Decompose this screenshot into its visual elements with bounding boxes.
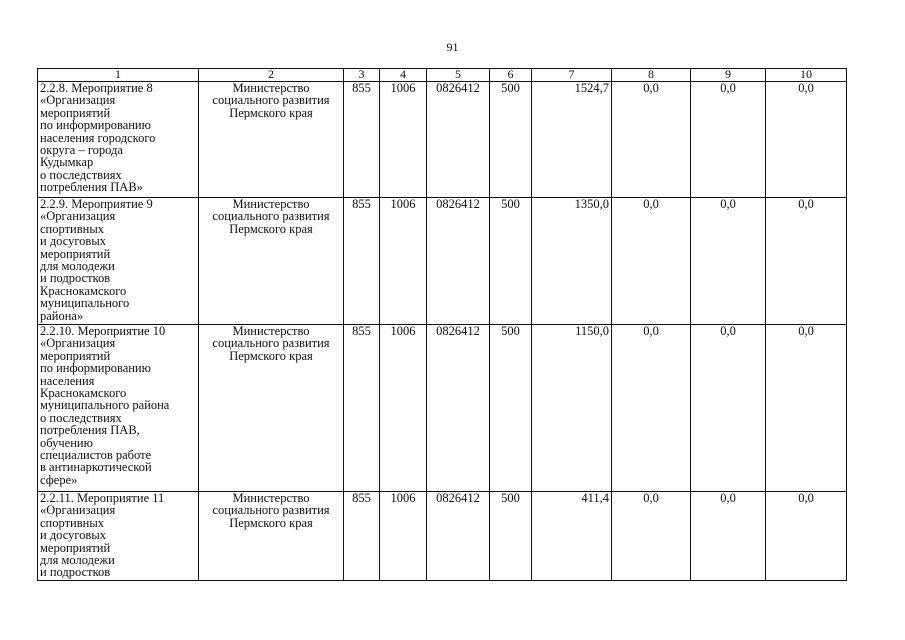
activity-name-line: 2.2.11. Мероприятие 11 — [40, 491, 165, 505]
ministry-cell — [199, 325, 344, 492]
amount-cell: 0,0 — [766, 325, 847, 492]
ministry-line: Министерство — [232, 197, 310, 211]
activity-name-line: мероприятий — [40, 105, 111, 120]
activity-name-cell — [38, 325, 199, 492]
amount-cell: 0,0 — [612, 198, 691, 325]
activity-name-line: населения городского — [40, 130, 156, 145]
activity-name-line: о последствиях — [40, 167, 122, 182]
ministry-cell — [199, 82, 344, 198]
section-code-cell: 1006 — [380, 198, 427, 325]
activity-name-line: и досуговых — [40, 528, 106, 543]
col-header: 3 — [344, 69, 380, 82]
col-header: 1 — [38, 69, 199, 82]
section-code-cell: 1006 — [380, 325, 427, 492]
amount-cell: 0,0 — [691, 492, 766, 581]
col-header: 4 — [380, 69, 427, 82]
section-code-cell: 1006 — [380, 82, 427, 198]
activity-name-line: «Организация — [40, 336, 116, 351]
table-row — [38, 325, 847, 492]
expense-type-cell: 500 — [490, 82, 532, 198]
header-row — [38, 69, 847, 82]
activity-name-line: мероприятий — [40, 246, 111, 261]
activity-name-line: 2.2.9. Мероприятие 9 — [40, 197, 153, 211]
amount-cell: 0,0 — [691, 198, 766, 325]
activity-name-line: по информированию — [40, 361, 151, 376]
activity-name-line: специалистов работе — [40, 448, 152, 463]
activity-name-line: округа – города — [40, 143, 123, 158]
ministry-line: Министерство — [232, 324, 310, 338]
activity-name-line: спортивных — [40, 515, 104, 530]
budget-table — [37, 68, 847, 581]
table-row — [38, 198, 847, 325]
activity-name-line: и подростков — [40, 271, 111, 286]
ministry-line: Пермского края — [229, 105, 313, 120]
activity-name-line: Краснокамского — [40, 386, 127, 401]
activity-name-line: населения — [40, 373, 95, 388]
activity-name-line: спортивных — [40, 221, 104, 236]
activity-name-line: района» — [40, 308, 84, 323]
activity-name-line: для молодежи — [40, 553, 115, 568]
target-article-cell: 0826412 — [427, 325, 490, 492]
amount-cell: 0,0 — [766, 198, 847, 325]
ministry-line: Министерство — [232, 81, 310, 95]
ministry-line: социального развития — [212, 209, 330, 224]
activity-name-line: «Организация — [40, 209, 116, 224]
gr-code-cell: 855 — [344, 325, 380, 492]
ministry-line: социального развития — [212, 93, 330, 108]
activity-name-line: муниципального — [40, 296, 130, 311]
ministry-line: социального развития — [212, 503, 330, 518]
target-article-cell: 0826412 — [427, 82, 490, 198]
amount-cell: 0,0 — [766, 82, 847, 198]
activity-name-line: и подростков — [40, 565, 111, 580]
activity-name-line: потребления ПАВ, — [40, 423, 140, 438]
activity-name-line: потребления ПАВ» — [40, 180, 143, 195]
activity-name-cell — [38, 492, 199, 581]
amount-cell: 1150,0 — [532, 325, 612, 492]
activity-name-line: Кудымкар — [40, 155, 94, 170]
amount-cell: 0,0 — [691, 325, 766, 492]
amount-cell: 1524,7 — [532, 82, 612, 198]
gr-code-cell: 855 — [344, 198, 380, 325]
ministry-line: социального развития — [212, 336, 330, 351]
col-header: 9 — [691, 69, 766, 82]
activity-name-line: 2.2.10. Мероприятие 10 — [40, 324, 166, 338]
activity-name-line: «Организация — [40, 503, 116, 518]
table-row — [38, 82, 847, 198]
activity-name-line: 2.2.8. Мероприятие 8 — [40, 81, 153, 95]
activity-name-line: и досуговых — [40, 234, 106, 249]
col-header: 8 — [612, 69, 691, 82]
ministry-line: Министерство — [232, 491, 310, 505]
amount-cell: 0,0 — [691, 82, 766, 198]
amount-cell: 0,0 — [612, 492, 691, 581]
amount-cell: 0,0 — [612, 82, 691, 198]
col-header: 10 — [766, 69, 847, 82]
col-header: 2 — [199, 69, 344, 82]
col-header: 6 — [490, 69, 532, 82]
activity-name-line: «Организация — [40, 93, 116, 108]
activity-name-line: сфере» — [40, 472, 78, 487]
section-code-cell: 1006 — [380, 492, 427, 581]
amount-cell: 0,0 — [612, 325, 691, 492]
activity-name-line: мероприятий — [40, 540, 111, 555]
activity-name-cell — [38, 82, 199, 198]
activity-name-line: обучению — [40, 435, 93, 450]
activity-name-line: муниципального района — [40, 398, 170, 413]
activity-name-line: для молодежи — [40, 259, 115, 274]
activity-name-line: Краснокамского — [40, 283, 127, 298]
amount-cell: 1350,0 — [532, 198, 612, 325]
amount-cell: 0,0 — [766, 492, 847, 581]
target-article-cell: 0826412 — [427, 198, 490, 325]
ministry-line: Пермского края — [229, 348, 313, 363]
ministry-line: Пермского края — [229, 515, 313, 530]
page-number: 91 — [446, 40, 459, 54]
expense-type-cell: 500 — [490, 198, 532, 325]
col-header: 5 — [427, 69, 490, 82]
expense-type-cell: 500 — [490, 492, 532, 581]
col-header: 7 — [532, 69, 612, 82]
amount-cell: 411,4 — [532, 492, 612, 581]
table-row — [38, 492, 847, 581]
activity-name-line: по информированию — [40, 118, 151, 133]
ministry-cell — [199, 492, 344, 581]
activity-name-line: в антинаркотической — [40, 460, 152, 475]
activity-name-cell — [38, 198, 199, 325]
target-article-cell: 0826412 — [427, 492, 490, 581]
activity-name-line: о последствиях — [40, 410, 122, 425]
expense-type-cell: 500 — [490, 325, 532, 492]
ministry-line: Пермского края — [229, 221, 313, 236]
gr-code-cell: 855 — [344, 82, 380, 198]
gr-code-cell: 855 — [344, 492, 380, 581]
ministry-cell — [199, 198, 344, 325]
activity-name-line: мероприятий — [40, 348, 111, 363]
